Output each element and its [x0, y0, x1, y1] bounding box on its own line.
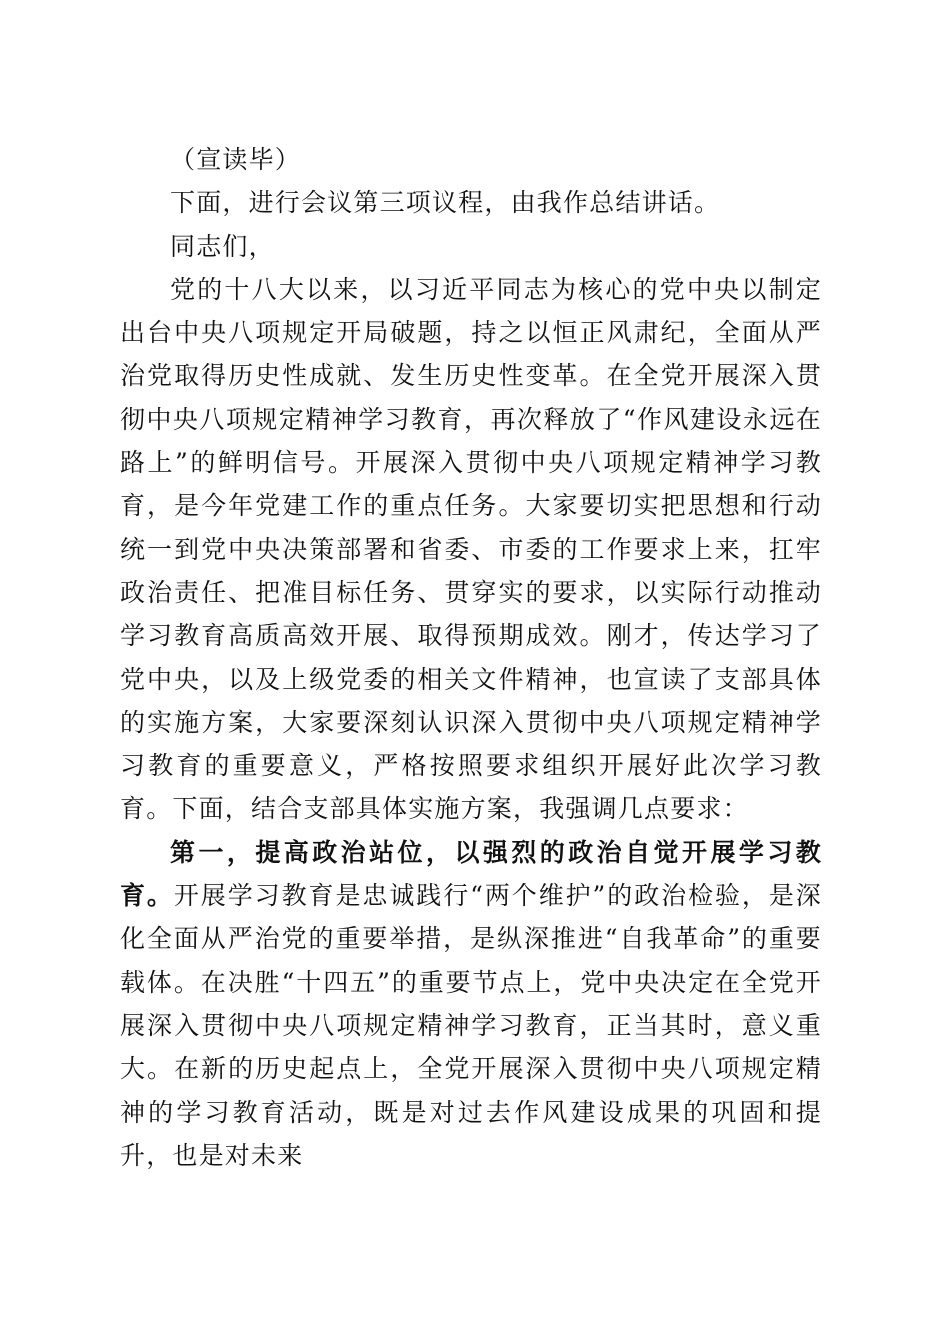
section-1-paragraph [120, 831, 822, 1177]
intro-paragraph: 党的十八大以来，以习近平同志为核心的党中央以制定出台中央八项规定开局破题，持之以恒正风肃纪，全面从严治党取得历史性成就、发生历史性变革。在全党开展深入贯彻中央八项规定精神学习教育，再次释放了“作风建设永远在路上”的鲜明信号。开展深入贯彻中央八项规定精神学习教育，是今年党建工作的重点任务。大家要切实把思想和行动统一到党中央决策部署和省委、市委的工作要求上来，扛牢政治责任、把准目标任务、贯穿实的要求，以实际行动推动学习教育高质高效开展、取得预期成效。刚才，传达学习了党中央，以及上级党委的相关文件精神，也宣读了支部具体的实施方案，大家要深刻认识深入贯彻中央八项规定精神学习教育的重要意义，严格按照要求组织开展好此次学习教育。下面，结合支部具体实施方案，我强调几点要求： [120, 274, 822, 824]
section-1-heading: 第一，提高政治站位，以强烈的政治自觉开展学习教育。 [120, 837, 822, 911]
document-page [120, 138, 822, 1177]
salutation: 同志们， [170, 231, 275, 261]
agenda-announcement: 下面，进行会议第三项议程，由我作总结讲话。 [170, 188, 721, 218]
reading-finished-note: （宣读毕） [170, 145, 302, 174]
section-1-body: 开展学习教育是忠诚践行“两个维护”的政治检验，是深化全面从严治党的重要举措，是纵深推进“自我革命”的重要载体。在决胜“十四五”的重要节点上，党中央决定在全党开展深入贯彻中央八项规定精神学习教育，正当其时，意义重大。在新的历史起点上，全党开展深入贯彻中央八项规定精神的学习教育活动，既是对过去作风建设成果的巩固和提升，也是对未来 [120, 881, 822, 1170]
